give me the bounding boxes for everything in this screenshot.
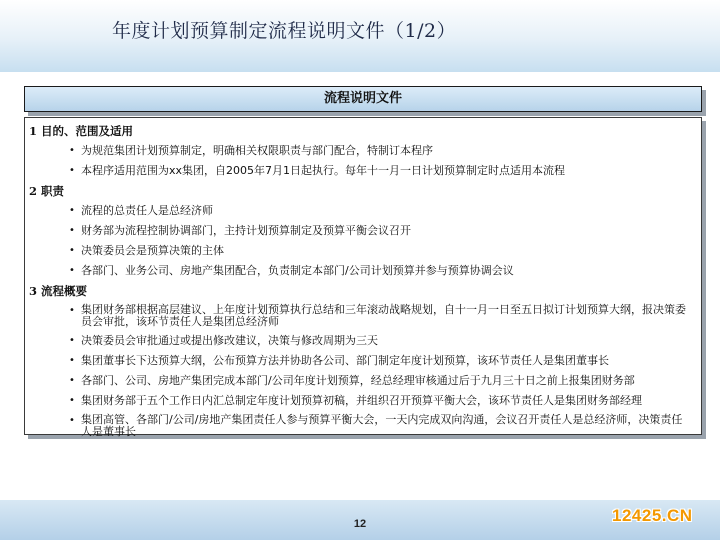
page-number: 12 [353, 518, 367, 530]
bullet-item: • 决策委员会是预算决策的主体 [69, 241, 693, 261]
bullet-item: • 各部门、公司、房地产集团完成本部门/公司年度计划预算，经总经理审核通过后于九月三十日之前上报集团财务部 [69, 371, 693, 391]
bullet-item: • 集团财务部根据高层建议、上年度计划预算执行总结和三年滚动战略规划，自十一月一日至五日拟订计划预算大纲，报决策委员会审批，该环节责任人是集团总经济师 [69, 301, 693, 331]
section-heading: 2 职责 [29, 184, 65, 198]
section-heading: 1 目的、范围及适用 [29, 124, 134, 138]
section-header-box: 流程说明文件 [24, 86, 702, 112]
section-heading: 3 流程概要 [29, 284, 88, 298]
bullet-item: • 流程的总责任人是总经济师 [69, 201, 693, 221]
bullet-item: • 各部门、业务公司、房地产集团配合，负责制定本部门/公司计划预算并参与预算协调会议 [69, 261, 693, 281]
bullet-item: • 集团高管、各部门/公司/房地产集团责任人参与预算平衡大会，一天内完成双向沟通，会议召开责任人是总经济师，决策责任人是董事长 [69, 411, 693, 441]
section-purpose [29, 121, 693, 181]
bullet-list [29, 201, 693, 281]
section-responsibilities [29, 181, 693, 281]
bullet-item: • 决策委员会审批通过或提出修改建议，决策与修改周期为三天 [69, 331, 693, 351]
bullet-item: • 本程序适用范围为xx集团，自2005年7月1日起执行。每年十一月一日计划预算制定时点适用本流程 [69, 161, 693, 181]
bullet-item: • 为规范集团计划预算制定，明确相关权限职责与部门配合，特制订本程序 [69, 141, 693, 161]
bullet-item: • 集团财务部于五个工作日内汇总制定年度计划预算初稿，并组织召开预算平衡大会，该环节责任人是集团财务部经理 [69, 391, 693, 411]
bullet-item: • 财务部为流程控制协调部门，主持计划预算制定及预算平衡会议召开 [69, 221, 693, 241]
slide-title: 年度计划预算制定流程说明文件（1/2） [112, 20, 457, 42]
bullet-list [29, 301, 693, 441]
watermark-logo: 12425.CN [612, 506, 693, 525]
bullet-item: • 集团董事长下达预算大纲，公布预算方法并协助各公司、部门制定年度计划预算，该环节责任人是集团董事长 [69, 351, 693, 371]
section-process-overview [29, 281, 693, 441]
bullet-list [29, 141, 693, 181]
content-box [24, 117, 702, 438]
